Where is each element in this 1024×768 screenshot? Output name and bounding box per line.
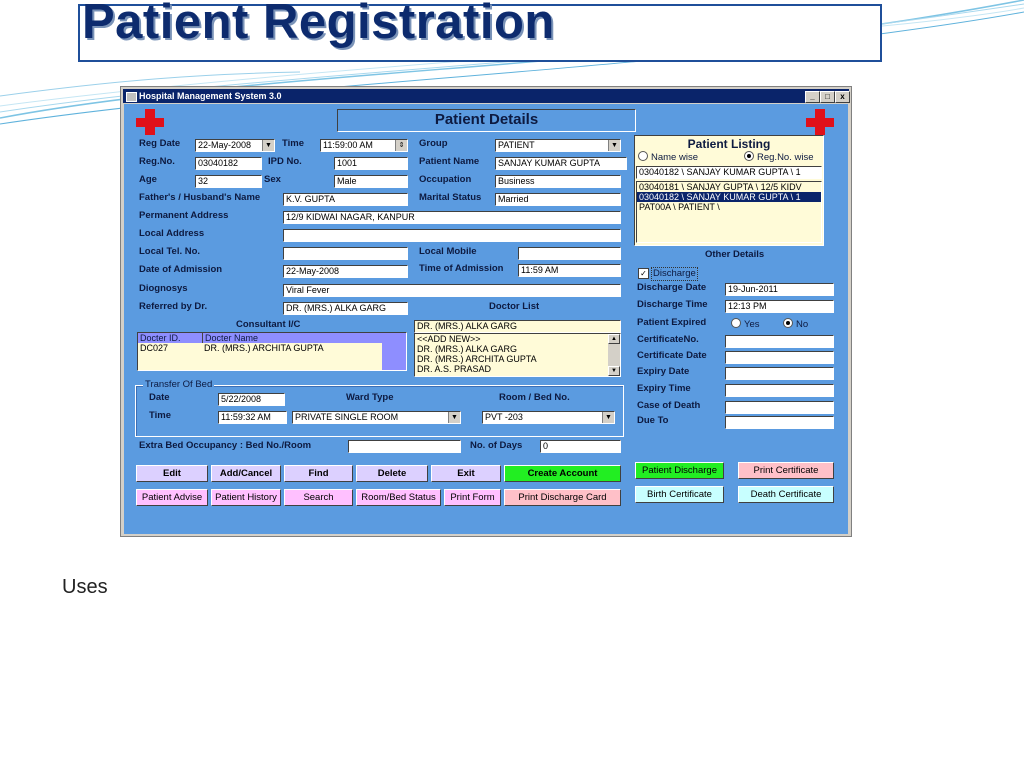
- discharge-checkbox-label[interactable]: Discharge: [653, 268, 696, 279]
- local-tel-field[interactable]: [283, 247, 408, 260]
- admission-time-label: Time of Admission: [419, 263, 504, 274]
- transfer-of-bed-legend: Transfer Of Bed: [145, 379, 213, 390]
- father-name-label: Father's / Husband's Name: [139, 192, 261, 203]
- local-tel-label: Local Tel. No.: [139, 246, 201, 257]
- due-to-field[interactable]: [725, 416, 834, 429]
- patient-listing-title: Patient Listing: [687, 137, 771, 151]
- case-of-death-field[interactable]: [725, 401, 834, 414]
- time-spinner[interactable]: 11:59:00 AM ⇕: [320, 139, 408, 152]
- exit-button[interactable]: Exit: [431, 465, 501, 482]
- radio-selected-icon: [744, 151, 754, 161]
- column-header-doctor-id[interactable]: Docter ID.: [138, 333, 203, 343]
- father-name-field[interactable]: K.V. GUPTA: [283, 193, 408, 206]
- radio-icon: [638, 151, 648, 161]
- chevron-down-icon: ▼: [602, 412, 614, 423]
- local-address-field[interactable]: [283, 229, 621, 242]
- local-mobile-field[interactable]: [518, 247, 621, 260]
- occupation-label: Occupation: [419, 174, 472, 185]
- medical-cross-icon-left: [136, 109, 164, 135]
- discharge-date-field[interactable]: 19-Jun-2011: [725, 283, 834, 296]
- window-titlebar[interactable]: [123, 89, 849, 103]
- group-dropdown[interactable]: PATIENT ▼: [495, 139, 621, 152]
- edit-button[interactable]: Edit: [136, 465, 208, 482]
- other-details-title: Other Details: [705, 249, 765, 260]
- certificate-date-label: Certificate Date: [637, 350, 707, 361]
- scroll-up-icon[interactable]: ▲: [608, 334, 620, 344]
- doctor-list-box[interactable]: [414, 333, 621, 377]
- no-of-days-label: No. of Days: [470, 440, 523, 451]
- no-of-days-field[interactable]: 0: [540, 440, 621, 453]
- discharge-time-field[interactable]: 12:13 PM: [725, 300, 834, 313]
- admission-date-label: Date of Admission: [139, 264, 223, 275]
- expiry-time-label: Expiry Time: [637, 383, 691, 394]
- print-form-button[interactable]: Print Form: [444, 489, 501, 506]
- column-header-doctor-name[interactable]: Docter Name: [205, 333, 259, 343]
- local-mobile-label: Local Mobile: [419, 246, 477, 257]
- marital-status-field[interactable]: Married: [495, 193, 621, 206]
- admission-date-field[interactable]: 22-May-2008: [283, 265, 408, 278]
- case-of-death-label: Case of Death: [637, 400, 701, 411]
- patient-expired-label: Patient Expired: [637, 317, 707, 328]
- group-label: Group: [419, 138, 448, 149]
- permanent-address-field[interactable]: 12/9 KIDWAI NAGAR, KANPUR: [283, 211, 621, 224]
- chevron-down-icon: ▼: [262, 140, 274, 151]
- doctor-id-cell: DC027: [140, 343, 169, 353]
- print-discharge-card-button[interactable]: Print Discharge Card: [504, 489, 621, 506]
- diagnosis-label: Diognosys: [139, 283, 188, 294]
- chevron-down-icon: ▼: [608, 140, 620, 151]
- slide-title: Patient Registration: [82, 0, 555, 49]
- referred-by-field[interactable]: DR. (MRS.) ALKA GARG: [283, 302, 408, 315]
- age-label: Age: [139, 174, 157, 185]
- referred-by-label: Referred by Dr.: [139, 301, 208, 312]
- room-bed-label: Room / Bed No.: [499, 392, 570, 403]
- reg-no-label: Reg.No.: [139, 156, 175, 167]
- radio-regno-wise[interactable]: Reg.No. wise: [744, 151, 814, 164]
- time-label: Time: [282, 138, 305, 149]
- patient-listing-box[interactable]: [636, 181, 822, 243]
- ward-type-label: Ward Type: [346, 392, 394, 403]
- print-certificate-button[interactable]: Print Certificate: [738, 462, 834, 479]
- room-bed-dropdown[interactable]: PVT -203 ▼: [482, 411, 615, 424]
- spinner-arrows-icon: ⇕: [395, 140, 407, 151]
- radio-icon: [731, 318, 741, 328]
- admission-time-field[interactable]: 11:59 AM: [518, 264, 621, 277]
- diagnosis-field[interactable]: Viral Fever: [283, 284, 621, 297]
- permanent-address-label: Permanent Address: [139, 210, 229, 221]
- list-item[interactable]: DR. A.S. PRASAD: [417, 364, 492, 374]
- transfer-time-field[interactable]: 11:59:32 AM: [218, 411, 287, 424]
- local-address-label: Local Address: [139, 228, 205, 239]
- birth-certificate-button[interactable]: Birth Certificate: [635, 486, 724, 503]
- expiry-date-label: Expiry Date: [637, 366, 690, 377]
- age-field[interactable]: 32: [195, 175, 262, 188]
- table-row[interactable]: [138, 343, 406, 354]
- find-button[interactable]: Find: [284, 465, 353, 482]
- create-account-button[interactable]: Create Account: [504, 465, 621, 482]
- discharge-checkbox[interactable]: ✓: [638, 268, 649, 279]
- slide-footer-text: Uses: [62, 576, 108, 598]
- patient-history-button[interactable]: Patient History: [211, 489, 281, 506]
- app-window: [120, 86, 852, 537]
- medical-cross-icon-right: [806, 109, 834, 135]
- list-item[interactable]: <<ADD NEW>>: [417, 334, 481, 344]
- certificate-no-label: CertificateNo.: [637, 334, 699, 345]
- expiry-date-field[interactable]: [725, 367, 834, 380]
- header-title: Patient Details: [434, 111, 539, 128]
- sex-label: Sex: [264, 174, 281, 185]
- list-item[interactable]: DR. (MRS.) ARCHITA GUPTA: [417, 354, 537, 364]
- search-button[interactable]: Search: [284, 489, 353, 506]
- minimize-button[interactable]: _: [805, 91, 820, 103]
- ipd-no-label: IPD No.: [268, 156, 302, 167]
- extra-bed-label: Extra Bed Occupancy : Bed No./Room: [139, 440, 312, 451]
- consultant-grid[interactable]: [137, 332, 407, 371]
- list-item-selected[interactable]: 03040182 \ SANJAY KUMAR GUPTA \ 1: [637, 192, 821, 202]
- delete-button[interactable]: Delete: [356, 465, 428, 482]
- room-bed-status-button[interactable]: Room/Bed Status: [356, 489, 441, 506]
- doctor-list-selected[interactable]: DR. (MRS.) ALKA GARG: [414, 320, 621, 333]
- expired-no-radio[interactable]: No: [783, 318, 808, 331]
- patient-name-field[interactable]: SANJAY KUMAR GUPTA: [495, 157, 627, 170]
- discharge-date-label: Discharge Date: [637, 282, 707, 293]
- close-button[interactable]: x: [835, 91, 850, 103]
- radio-selected-icon: [783, 318, 793, 328]
- expired-yes-radio[interactable]: Yes: [731, 318, 760, 331]
- doctor-name-cell: DR. (MRS.) ARCHITA GUPTA: [204, 343, 324, 353]
- grid-scroll-area: [382, 333, 406, 370]
- reg-date-dropdown[interactable]: 22-May-2008 ▼: [195, 139, 275, 152]
- app-icon: [126, 92, 137, 102]
- radio-name-wise[interactable]: Name wise: [638, 151, 698, 164]
- add-cancel-button[interactable]: Add/Cancel: [211, 465, 281, 482]
- chevron-down-icon: ▼: [448, 412, 460, 423]
- transfer-date-field[interactable]: 5/22/2008: [218, 393, 285, 406]
- doctor-list-scrollbar[interactable]: [608, 334, 620, 376]
- certificate-date-field[interactable]: [725, 351, 834, 364]
- patient-name-label: Patient Name: [419, 156, 480, 167]
- transfer-time-label: Time: [149, 410, 172, 421]
- ipd-no-field[interactable]: 1001: [334, 157, 408, 170]
- form-client-area: [124, 104, 848, 534]
- window-title: Hospital Management System 3.0: [139, 91, 282, 101]
- expiry-time-field[interactable]: [725, 384, 834, 397]
- scroll-down-icon[interactable]: ▼: [608, 366, 620, 376]
- certificate-no-field[interactable]: [725, 335, 834, 348]
- sex-field[interactable]: Male: [334, 175, 408, 188]
- maximize-button[interactable]: □: [820, 91, 835, 103]
- patient-discharge-button[interactable]: Patient Discharge: [635, 462, 724, 479]
- extra-bed-field[interactable]: [348, 440, 461, 453]
- reg-date-label: Reg Date: [139, 138, 181, 149]
- listing-search-field[interactable]: 03040182 \ SANJAY KUMAR GUPTA \ 1: [636, 166, 822, 179]
- due-to-label: Due To: [637, 415, 669, 426]
- reg-no-field[interactable]: 03040182: [195, 157, 262, 170]
- patient-advise-button[interactable]: Patient Advise: [136, 489, 208, 506]
- discharge-time-label: Discharge Time: [637, 299, 708, 310]
- occupation-field[interactable]: Business: [495, 175, 621, 188]
- list-item[interactable]: PAT00A \ PATIENT \: [639, 202, 720, 212]
- marital-status-label: Marital Status: [419, 192, 482, 203]
- death-certificate-button[interactable]: Death Certificate: [738, 486, 834, 503]
- consultant-label: Consultant I/C: [236, 319, 301, 330]
- list-item[interactable]: DR. (MRS.) ALKA GARG: [417, 344, 518, 354]
- transfer-date-label: Date: [149, 392, 170, 403]
- list-item[interactable]: 03040181 \ SANJAY GUPTA \ 12/5 KIDV: [639, 182, 802, 192]
- doctor-list-label: Doctor List: [489, 301, 540, 312]
- ward-type-dropdown[interactable]: PRIVATE SINGLE ROOM ▼: [292, 411, 461, 424]
